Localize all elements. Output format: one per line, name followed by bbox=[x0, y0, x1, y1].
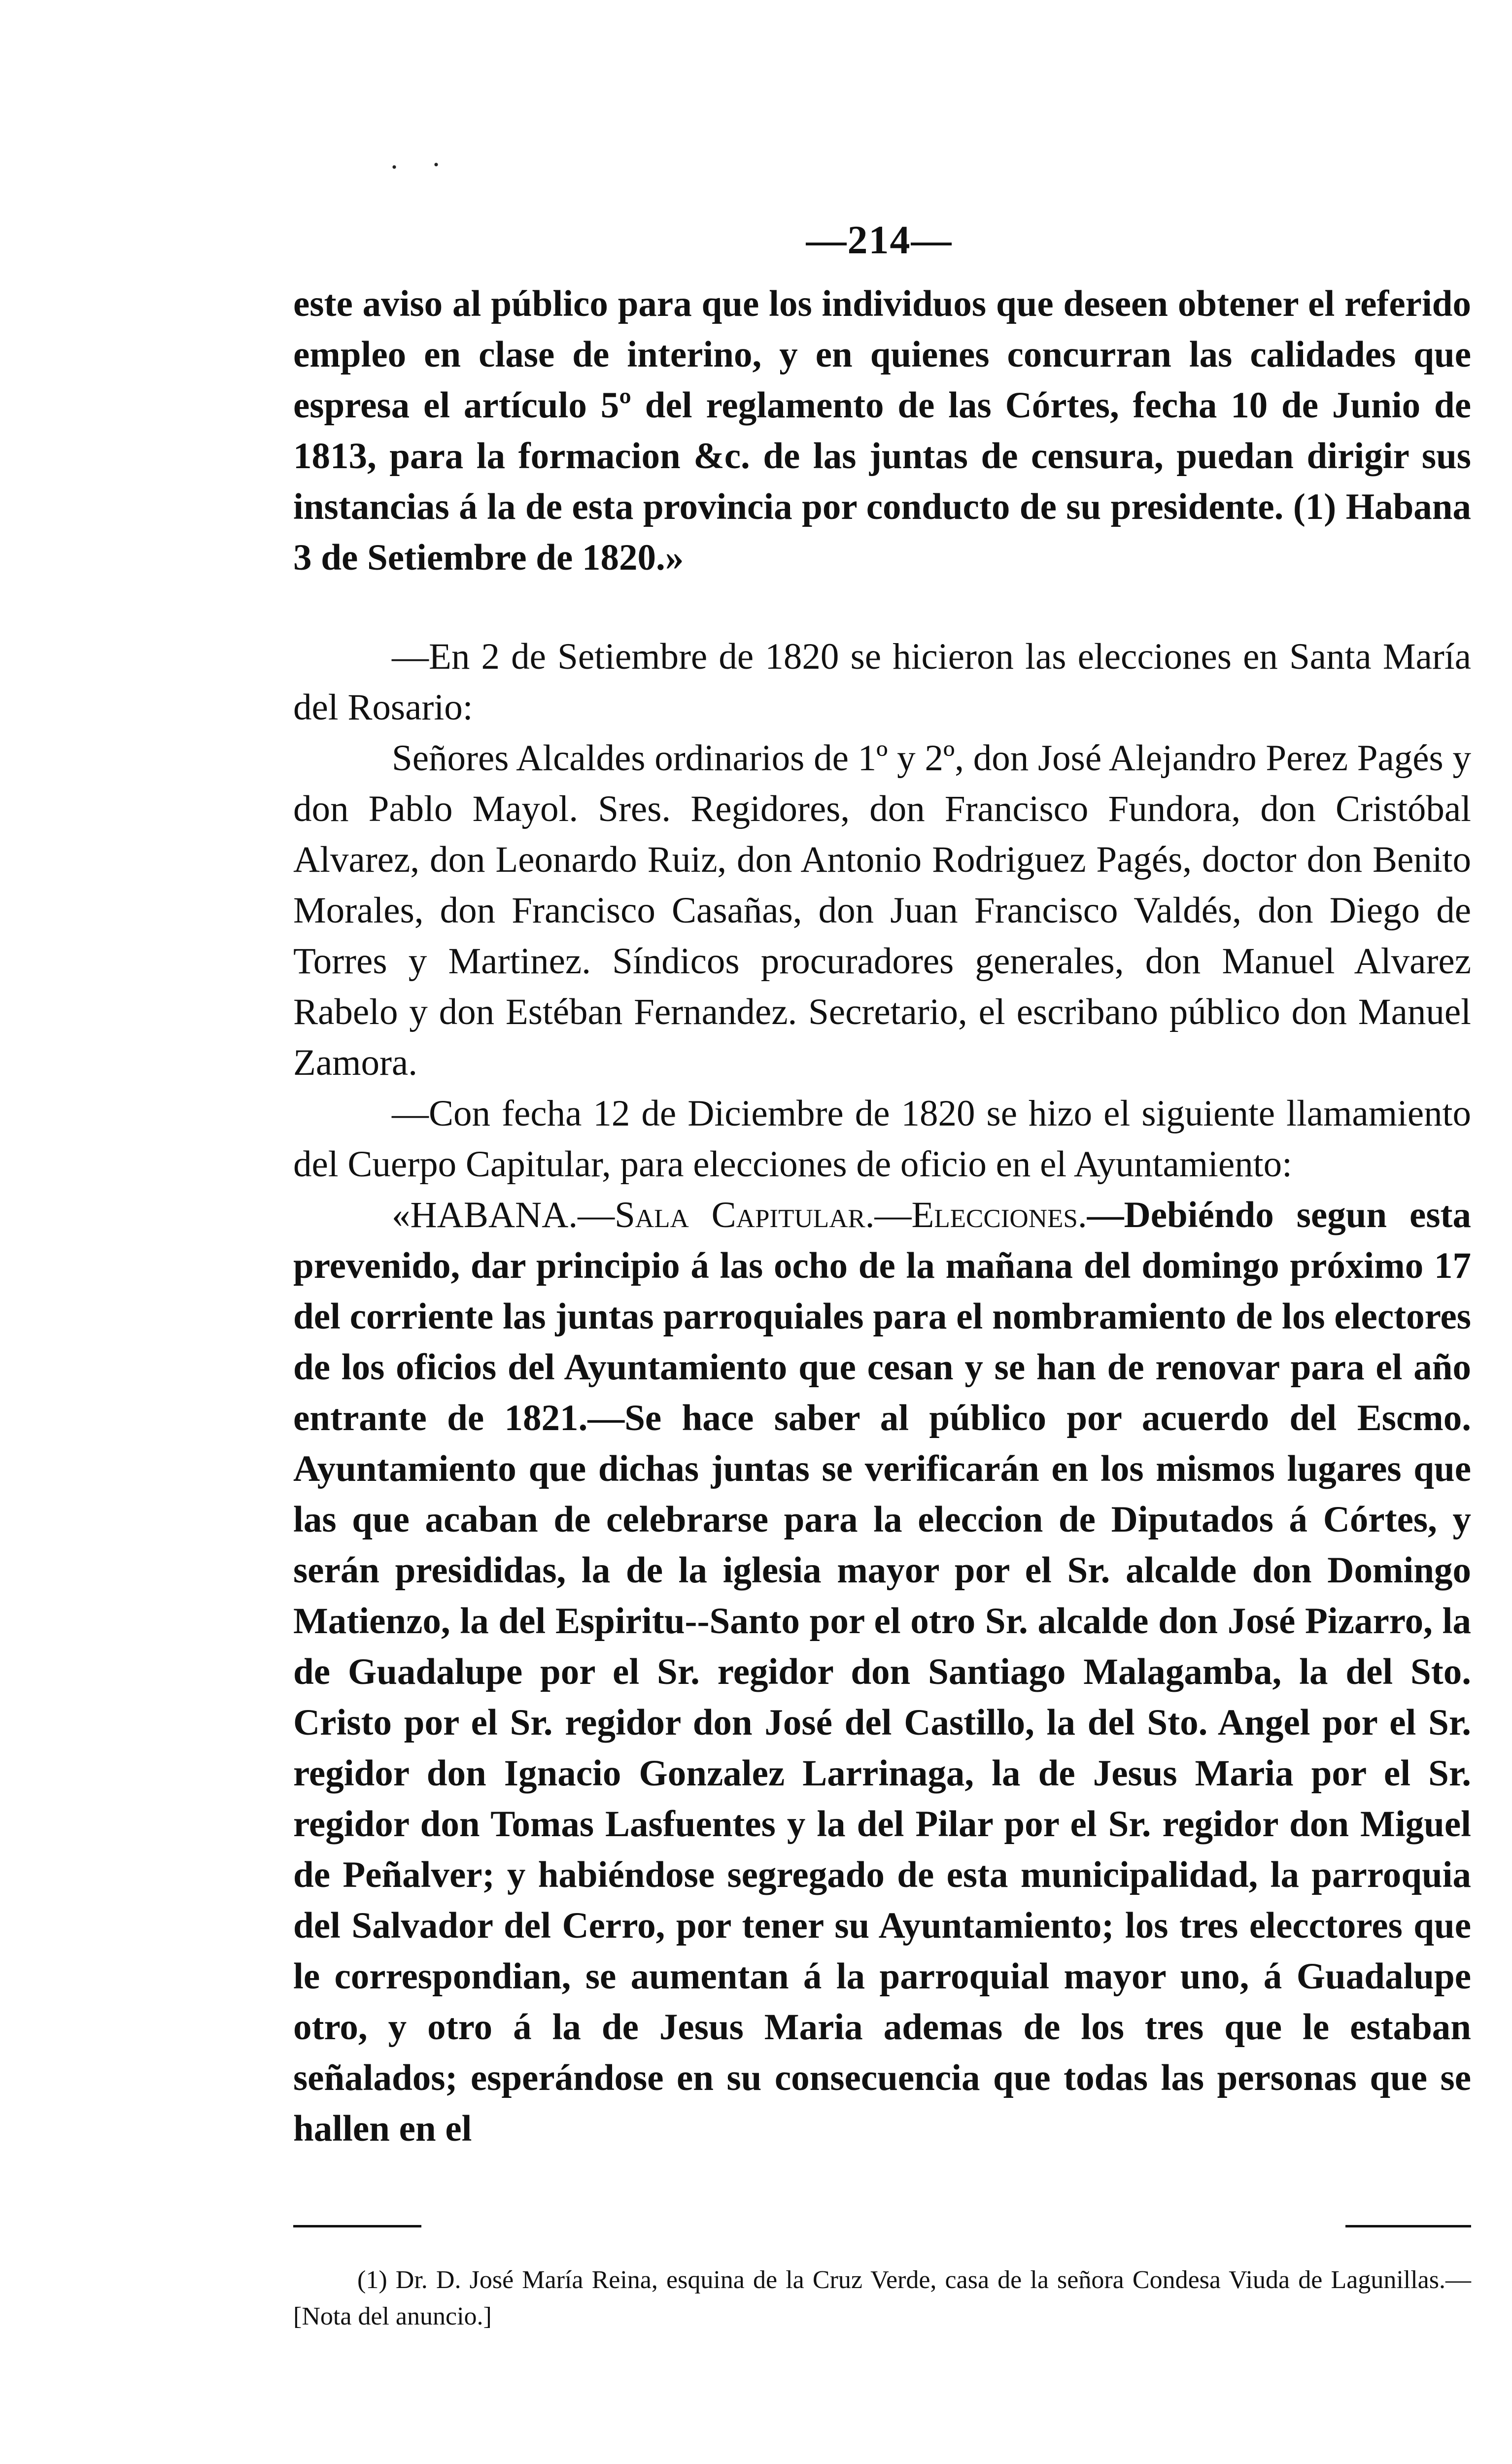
notice-heading-sala: —Sala Capitular. bbox=[578, 1195, 875, 1235]
paragraph-rosario-elections: —En 2 de Setiembre de 1820 se hicieron las elecciones en Santa María del Rosario: bbox=[293, 636, 1471, 728]
footnote-text: (1) Dr. D. José María Reina, esquina de la Cruz Verde, casa de la señora Condesa Viuda de Lagunillas.—[Nota del anuncio.] bbox=[293, 2266, 1471, 2330]
footnote-rule-left bbox=[293, 2225, 421, 2227]
scan-speck: · bbox=[431, 148, 441, 181]
footnote-rule-right bbox=[1345, 2225, 1471, 2227]
notice-body: —Debiéndo segun esta prevenido, dar principio á las ocho de la mañana del domingo próximo 17 del corriente las juntas parroquiales para el nombramiento de los electores de los oficios del Ayuntamiento que cesan y se han de renovar para el año entrante de 1821.—Se hace saber al público por acuerdo del Escmo. Ayuntamiento que dichas juntas se verificarán en los mismos lugares que las que acaban de celebrarse para la eleccion de Diputados á Córtes, y serán presididas, la de la iglesia mayor por el Sr. alcalde don Domingo Matienzo, la del Espiritu--Santo por el otro Sr. alcalde don José Pizarro, la de Guadalupe por el Sr. regidor don Santiago Malagamba, la del Sto. Cristo por el Sr. regidor don José del Castillo, la del Sto. Angel por el Sr. regidor don Ignacio Gonzalez Larrinaga, la de Jesus Maria por el Sr. regidor don Tomas Lasfuentes y la del Pilar por el Sr. regidor don Miguel de Peñalver; y habiéndose segregado de esta municipalidad, la parroquia del Salvador del Cerro, por tener su Ayuntamiento; los tres elecctores que le correspondian, se aumentan á la parroquial mayor uno, á Guadalupe otro, y otro á la de Jesus Maria ademas de los tres que le estaban señalados; esperándose en su consecuencia que todas las personas que se hallen en el bbox=[293, 1195, 1472, 2149]
paragraph-habana-notice bbox=[293, 1190, 1471, 2154]
paragraph-call-announcement: —Con fecha 12 de Diciembre de 1820 se hizo el siguiente llamamiento del Cuerpo Capitular, para elecciones de oficio en el Ayuntamiento: bbox=[293, 1093, 1471, 1185]
page-number: —214— bbox=[806, 217, 953, 262]
paragraph-officials-list: Señores Alcaldes ordinarios de 1º y 2º, don José Alejandro Perez Pagés y don Pablo Mayol. Sres. Regidores, don Francisco Fundora, don Cristóbal Alvarez, don Leonardo Ruiz, don Antonio Rodriguez Pagés, doctor don Benito Morales, don Francisco Casañas, don Juan Francisco Valdés, don Diego de Torres y Martinez. Síndicos procuradores generales, don Manuel Alvarez Rabelo y don Estéban Fernandez. Secretario, el escribano público don Manuel Zamora. bbox=[293, 738, 1471, 1083]
paragraph-closing-notice: este aviso al público para que los individuos que deseen obtener el referido empleo en clase de interino, y en quienes concurran las calidades que espresa el artículo 5º del reglamento de las Córtes, fecha 10 de Junio de 1813, para la formacion &c. de las juntas de censura, puedan dirigir sus instancias á la de esta provincia por conducto de su presidente. (1) Habana 3 de Setiembre de 1820.» bbox=[293, 283, 1471, 578]
footnote bbox=[293, 2262, 1471, 2335]
scan-speck: · bbox=[389, 151, 399, 183]
notice-heading-elecciones: —Elecciones. bbox=[874, 1195, 1087, 1235]
main-text bbox=[293, 278, 1471, 2154]
notice-heading-habana: «HABANA. bbox=[392, 1195, 578, 1235]
